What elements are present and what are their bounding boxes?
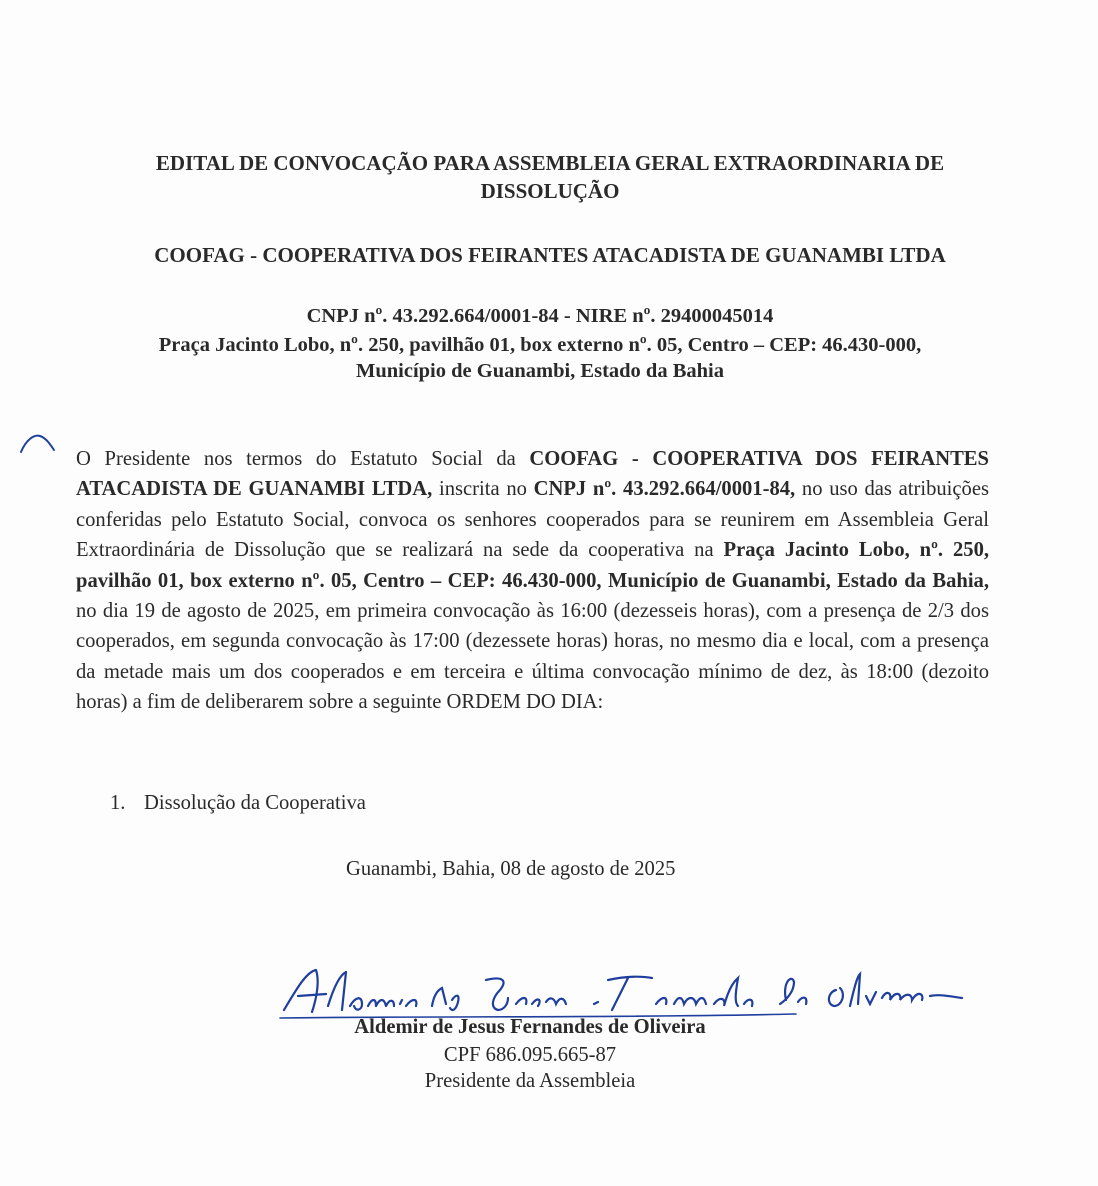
signatory-cpf: CPF 686.095.665-87 (443, 1044, 617, 1066)
agenda-item-number: 1. (110, 792, 126, 814)
paragraph-schedule: no dia 19 de agosto de 2025, em primeira convocação às 16:00 (dezesseis horas), com a presença de 2/3 dos cooperados, em segunda convocação às 17:00 (dezessete horas) horas, no mesmo dia e local, com a presença da metade mais um dos cooperados e em terceira e última convocação mínimo de dez, às 18:00 (dezoito horas) a fim de deliberarem sobre a seguinte ORDEM DO DIA: (76, 600, 989, 714)
agenda-item (110, 788, 366, 818)
address-line2: Município de Guanambi, Estado da Bahia (356, 360, 724, 382)
cnpj-number: CNPJ nº. 43.292.664/0001-84, (533, 478, 796, 501)
handwritten-mark-icon (18, 428, 58, 456)
paragraph-registered: inscrita no (432, 478, 534, 501)
document-title-line1: EDITAL DE CONVOCAÇÃO PARA ASSEMBLEIA GERAL EXTRAORDINARIA DE (155, 151, 945, 175)
signatory-role: Presidente da Assembleia (424, 1070, 636, 1092)
convocation-paragraph (76, 444, 989, 718)
cooperative-name: COOFAG - COOPERATIVA DOS FEIRANTES ATACADISTA DE GUANAMBI LTDA, (76, 448, 989, 501)
address-line1: Praça Jacinto Lobo, nº. 250, pavilhão 01, box externo nº. 05, Centro – CEP: 46.430-000, (158, 334, 922, 356)
place-and-date: Guanambi, Bahia, 08 de agosto de 2025 (346, 858, 676, 880)
meeting-address: Praça Jacinto Lobo, nº. 250, pavilhão 01, box externo nº. 05, Centro – CEP: 46.430-000, Município de Guanambi, Estado da Bahia, (76, 539, 990, 592)
registration-line: CNPJ nº. 43.292.664/0001-84 - NIRE nº. 29400045014 (306, 305, 774, 327)
paragraph-convocation: no uso das atribuições conferidas pelo Estatuto Social, convoca os senhores cooperados para se reunirem em Assembleia Geral Extraordinária de Dissolução que se realizará na sede da cooperativa na (76, 478, 989, 562)
paragraph-intro: O Presidente nos termos do Estatuto Social da (76, 448, 530, 470)
agenda-item-text: Dissolução da Cooperativa (144, 792, 366, 814)
company-name: COOFAG - COOPERATIVA DOS FEIRANTES ATACADISTA DE GUANAMBI LTDA (154, 243, 946, 267)
signatory-name: Aldemir de Jesus Fernandes de Oliveira (354, 1016, 706, 1038)
document-title-line2: DISSOLUÇÃO (480, 179, 620, 203)
